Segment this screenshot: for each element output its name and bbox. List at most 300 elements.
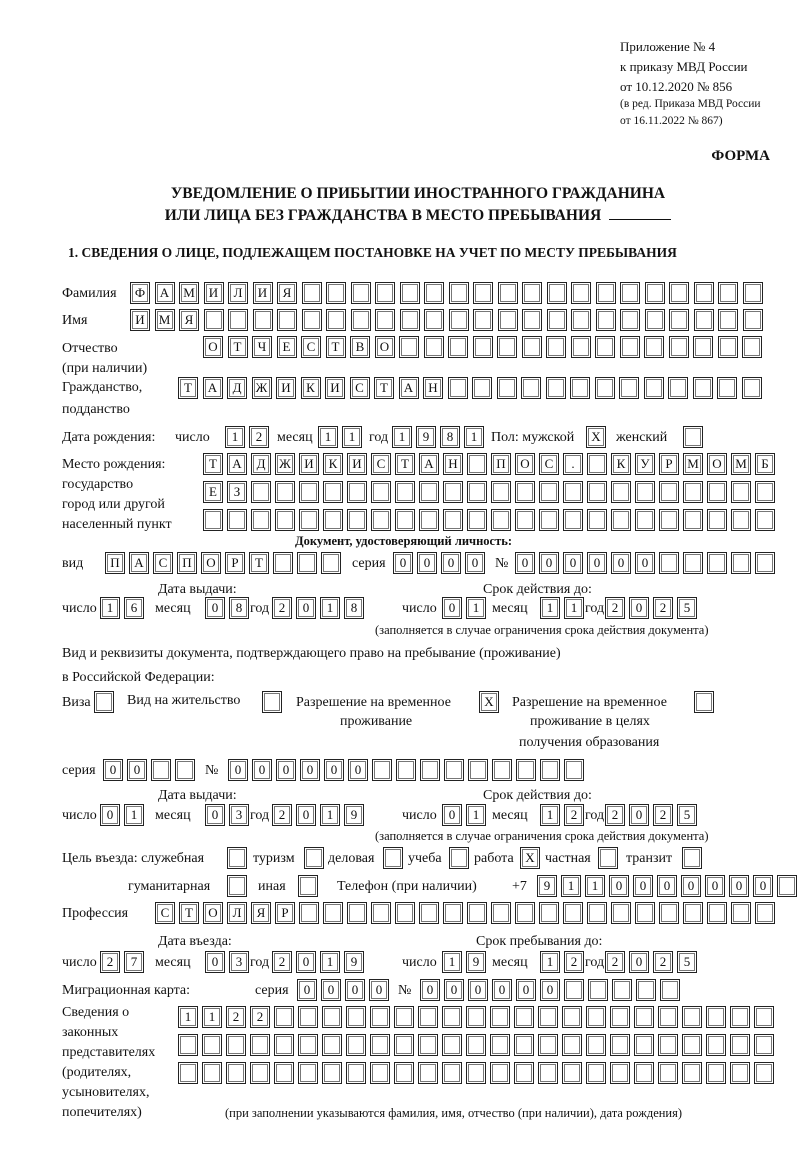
char-cell[interactable] [326,309,346,331]
char-cell[interactable]: X [520,847,540,869]
purpose-business-checkbox[interactable] [383,847,403,869]
char-cell[interactable]: 5 [677,804,697,826]
char-cell[interactable] [468,759,488,781]
char-cell[interactable]: И [253,282,273,304]
char-cell[interactable]: К [301,377,321,399]
char-cell[interactable] [754,1034,774,1056]
char-cell[interactable] [595,377,615,399]
char-cell[interactable] [644,336,664,358]
char-cell[interactable] [449,309,469,331]
char-cell[interactable] [277,309,297,331]
id-issue-month[interactable] [205,597,253,619]
char-cell[interactable]: 9 [537,875,557,897]
stay-valid-year[interactable] [605,804,701,826]
char-cell[interactable]: 2 [100,951,120,973]
char-cell[interactable] [571,282,591,304]
char-cell[interactable] [620,336,640,358]
char-cell[interactable]: М [731,453,751,475]
stay-series-field[interactable] [103,759,199,781]
char-cell[interactable]: 1 [320,804,340,826]
char-cell[interactable] [598,847,618,869]
char-cell[interactable] [497,336,517,358]
char-cell[interactable] [755,902,775,924]
char-cell[interactable]: 0 [609,875,629,897]
representatives-field-2[interactable] [178,1034,778,1056]
char-cell[interactable] [394,1006,414,1028]
char-cell[interactable]: 2 [605,597,625,619]
char-cell[interactable]: Ф [130,282,150,304]
char-cell[interactable] [564,979,584,1001]
stay-issue-month[interactable] [205,804,253,826]
char-cell[interactable] [694,282,714,304]
char-cell[interactable]: 1 [124,804,144,826]
char-cell[interactable] [669,282,689,304]
char-cell[interactable] [202,1062,222,1084]
char-cell[interactable]: 0 [420,979,440,1001]
char-cell[interactable] [351,282,371,304]
char-cell[interactable]: 0 [345,979,365,1001]
char-cell[interactable] [473,282,493,304]
char-cell[interactable] [571,309,591,331]
char-cell[interactable] [707,481,727,503]
char-cell[interactable]: Т [374,377,394,399]
char-cell[interactable] [522,309,542,331]
char-cell[interactable]: 3 [229,951,249,973]
char-cell[interactable] [299,509,319,531]
representatives-field-3[interactable] [178,1062,778,1084]
char-cell[interactable]: Т [179,902,199,924]
char-cell[interactable]: 2 [605,951,625,973]
char-cell[interactable] [731,902,751,924]
char-cell[interactable] [371,509,391,531]
char-cell[interactable]: 0 [442,597,462,619]
patronymic-field[interactable] [203,336,767,358]
char-cell[interactable] [659,902,679,924]
char-cell[interactable] [473,309,493,331]
char-cell[interactable] [538,1006,558,1028]
char-cell[interactable] [347,481,367,503]
char-cell[interactable] [515,481,535,503]
phone-field[interactable] [537,875,800,897]
char-cell[interactable]: И [299,453,319,475]
char-cell[interactable] [178,1034,198,1056]
char-cell[interactable] [522,282,542,304]
char-cell[interactable] [396,759,416,781]
char-cell[interactable] [611,509,631,531]
char-cell[interactable] [347,902,367,924]
char-cell[interactable] [175,759,195,781]
birthplace-field-2[interactable] [203,481,779,503]
char-cell[interactable]: 2 [605,804,625,826]
char-cell[interactable] [587,902,607,924]
purpose-tourism-checkbox[interactable] [304,847,324,869]
char-cell[interactable]: X [586,426,606,448]
char-cell[interactable]: Д [251,453,271,475]
birthplace-field-3[interactable] [203,509,779,531]
char-cell[interactable] [586,1062,606,1084]
char-cell[interactable] [323,481,343,503]
char-cell[interactable] [546,377,566,399]
char-cell[interactable]: 2 [272,951,292,973]
char-cell[interactable] [563,509,583,531]
char-cell[interactable] [443,481,463,503]
char-cell[interactable] [644,377,664,399]
char-cell[interactable] [547,282,567,304]
char-cell[interactable] [743,282,763,304]
char-cell[interactable] [442,1034,462,1056]
char-cell[interactable]: П [491,453,511,475]
char-cell[interactable] [297,552,317,574]
char-cell[interactable] [262,691,282,713]
char-cell[interactable]: 0 [348,759,368,781]
char-cell[interactable]: 1 [540,804,560,826]
char-cell[interactable]: Я [277,282,297,304]
char-cell[interactable] [346,1006,366,1028]
char-cell[interactable]: Я [179,309,199,331]
surname-field[interactable] [130,282,767,304]
char-cell[interactable] [491,902,511,924]
char-cell[interactable] [442,1006,462,1028]
char-cell[interactable] [302,309,322,331]
char-cell[interactable] [730,1062,750,1084]
char-cell[interactable] [321,552,341,574]
char-cell[interactable]: 0 [465,552,485,574]
char-cell[interactable] [693,336,713,358]
char-cell[interactable] [683,426,703,448]
char-cell[interactable]: 1 [225,426,245,448]
char-cell[interactable]: 9 [344,951,364,973]
char-cell[interactable] [683,902,703,924]
char-cell[interactable] [251,509,271,531]
char-cell[interactable] [635,509,655,531]
char-cell[interactable] [443,509,463,531]
stay-issue-day[interactable] [100,804,148,826]
stay-issue-year[interactable] [272,804,368,826]
char-cell[interactable]: И [130,309,150,331]
char-cell[interactable]: 1 [466,597,486,619]
char-cell[interactable] [375,309,395,331]
char-cell[interactable] [370,1006,390,1028]
char-cell[interactable] [731,481,751,503]
char-cell[interactable] [635,902,655,924]
char-cell[interactable]: 0 [492,979,512,1001]
char-cell[interactable]: Т [326,336,346,358]
char-cell[interactable] [587,509,607,531]
char-cell[interactable] [253,309,273,331]
char-cell[interactable] [731,509,751,531]
id-valid-month[interactable] [540,597,588,619]
char-cell[interactable] [443,902,463,924]
char-cell[interactable]: А [227,453,247,475]
char-cell[interactable]: С [155,902,175,924]
char-cell[interactable] [730,1034,750,1056]
char-cell[interactable] [274,1034,294,1056]
char-cell[interactable]: 2 [226,1006,246,1028]
char-cell[interactable]: 1 [540,597,560,619]
id-valid-year[interactable] [605,597,701,619]
char-cell[interactable]: Е [203,481,223,503]
char-cell[interactable] [683,481,703,503]
char-cell[interactable] [467,902,487,924]
char-cell[interactable] [419,509,439,531]
char-cell[interactable]: О [375,336,395,358]
char-cell[interactable]: X [479,691,499,713]
char-cell[interactable] [298,875,318,897]
char-cell[interactable]: 1 [466,804,486,826]
char-cell[interactable] [351,309,371,331]
residence-permit-checkbox[interactable] [262,691,282,713]
char-cell[interactable] [472,377,492,399]
char-cell[interactable] [620,282,640,304]
char-cell[interactable]: 0 [297,979,317,1001]
char-cell[interactable] [514,1062,534,1084]
char-cell[interactable] [299,902,319,924]
char-cell[interactable]: 1 [320,597,340,619]
char-cell[interactable] [151,759,171,781]
edu-permit-checkbox[interactable] [694,691,714,713]
char-cell[interactable]: 0 [753,875,773,897]
purpose-private-checkbox[interactable] [598,847,618,869]
char-cell[interactable]: У [635,453,655,475]
char-cell[interactable] [707,509,727,531]
char-cell[interactable] [250,1062,270,1084]
char-cell[interactable]: А [419,453,439,475]
char-cell[interactable] [755,509,775,531]
char-cell[interactable] [562,1062,582,1084]
char-cell[interactable] [546,336,566,358]
char-cell[interactable] [251,481,271,503]
char-cell[interactable] [370,1062,390,1084]
char-cell[interactable] [694,309,714,331]
char-cell[interactable]: М [155,309,175,331]
visa-checkbox[interactable] [94,691,114,713]
char-cell[interactable]: 1 [442,951,462,973]
char-cell[interactable]: М [179,282,199,304]
char-cell[interactable]: С [350,377,370,399]
migration-series-field[interactable] [297,979,393,1001]
entry-day[interactable] [100,951,148,973]
char-cell[interactable]: 5 [677,951,697,973]
char-cell[interactable] [634,1006,654,1028]
char-cell[interactable] [491,509,511,531]
char-cell[interactable]: 0 [563,552,583,574]
purpose-humanitarian-checkbox[interactable] [227,875,247,897]
char-cell[interactable]: П [105,552,125,574]
char-cell[interactable] [563,481,583,503]
stay-valid-day[interactable] [442,804,490,826]
char-cell[interactable] [424,282,444,304]
id-issue-year[interactable] [272,597,368,619]
char-cell[interactable] [521,377,541,399]
char-cell[interactable] [227,847,247,869]
purpose-study-checkbox[interactable] [449,847,469,869]
char-cell[interactable]: Л [227,902,247,924]
char-cell[interactable] [538,1034,558,1056]
char-cell[interactable]: 0 [441,552,461,574]
char-cell[interactable] [658,1062,678,1084]
char-cell[interactable]: 0 [516,979,536,1001]
char-cell[interactable]: И [325,377,345,399]
char-cell[interactable]: Т [228,336,248,358]
char-cell[interactable]: Т [395,453,415,475]
char-cell[interactable]: 2 [653,597,673,619]
char-cell[interactable] [203,509,223,531]
char-cell[interactable] [302,282,322,304]
char-cell[interactable]: 9 [466,951,486,973]
char-cell[interactable]: 0 [100,804,120,826]
char-cell[interactable] [571,336,591,358]
char-cell[interactable] [563,902,583,924]
char-cell[interactable]: К [611,453,631,475]
char-cell[interactable]: С [153,552,173,574]
char-cell[interactable] [419,481,439,503]
char-cell[interactable]: Ж [252,377,272,399]
char-cell[interactable]: Т [203,453,223,475]
char-cell[interactable] [539,902,559,924]
birth-year-field[interactable] [392,426,488,448]
char-cell[interactable]: 2 [653,951,673,973]
char-cell[interactable]: 2 [272,804,292,826]
char-cell[interactable] [178,1062,198,1084]
char-cell[interactable] [442,1062,462,1084]
char-cell[interactable]: О [515,453,535,475]
char-cell[interactable] [682,1062,702,1084]
char-cell[interactable] [522,336,542,358]
char-cell[interactable] [620,309,640,331]
char-cell[interactable] [274,1006,294,1028]
char-cell[interactable]: Е [277,336,297,358]
char-cell[interactable] [755,552,775,574]
char-cell[interactable]: Р [225,552,245,574]
char-cell[interactable] [562,1034,582,1056]
char-cell[interactable] [371,481,391,503]
char-cell[interactable]: Д [227,377,247,399]
char-cell[interactable]: Р [275,902,295,924]
char-cell[interactable] [586,1006,606,1028]
char-cell[interactable]: 3 [229,804,249,826]
char-cell[interactable]: 2 [249,426,269,448]
char-cell[interactable]: 0 [657,875,677,897]
char-cell[interactable] [418,1006,438,1028]
citizenship-field[interactable] [178,377,766,399]
char-cell[interactable] [588,979,608,1001]
char-cell[interactable] [515,509,535,531]
char-cell[interactable] [375,282,395,304]
char-cell[interactable]: 6 [124,597,144,619]
char-cell[interactable]: И [276,377,296,399]
char-cell[interactable] [539,481,559,503]
char-cell[interactable] [298,1062,318,1084]
char-cell[interactable] [742,336,762,358]
char-cell[interactable] [730,1006,750,1028]
char-cell[interactable] [226,1034,246,1056]
char-cell[interactable] [490,1062,510,1084]
char-cell[interactable] [226,1062,246,1084]
purpose-official-checkbox[interactable] [227,847,247,869]
char-cell[interactable]: 7 [124,951,144,973]
char-cell[interactable] [611,902,631,924]
char-cell[interactable] [658,1006,678,1028]
char-cell[interactable] [596,282,616,304]
char-cell[interactable]: 0 [540,979,560,1001]
char-cell[interactable] [275,481,295,503]
char-cell[interactable]: 0 [228,759,248,781]
char-cell[interactable] [467,509,487,531]
char-cell[interactable] [777,875,797,897]
char-cell[interactable] [586,1034,606,1056]
char-cell[interactable]: А [155,282,175,304]
char-cell[interactable] [706,1034,726,1056]
char-cell[interactable] [449,847,469,869]
char-cell[interactable] [492,759,512,781]
char-cell[interactable]: Ж [275,453,295,475]
char-cell[interactable]: 0 [611,552,631,574]
char-cell[interactable] [754,1062,774,1084]
char-cell[interactable] [754,1006,774,1028]
char-cell[interactable]: 0 [587,552,607,574]
char-cell[interactable] [731,552,751,574]
char-cell[interactable] [346,1034,366,1056]
char-cell[interactable]: Р [659,453,679,475]
char-cell[interactable] [755,481,775,503]
char-cell[interactable] [694,691,714,713]
char-cell[interactable]: С [371,453,391,475]
purpose-other-checkbox[interactable] [298,875,318,897]
char-cell[interactable]: 0 [252,759,272,781]
char-cell[interactable] [683,552,703,574]
representatives-field-1[interactable] [178,1006,778,1028]
char-cell[interactable]: Т [178,377,198,399]
stay-valid-month[interactable] [540,804,588,826]
char-cell[interactable]: 1 [540,951,560,973]
char-cell[interactable] [498,282,518,304]
birth-day-field[interactable] [225,426,273,448]
char-cell[interactable]: 0 [127,759,147,781]
char-cell[interactable] [634,1034,654,1056]
temp-permit-checkbox[interactable] [479,691,499,713]
char-cell[interactable]: 1 [178,1006,198,1028]
char-cell[interactable]: Л [228,282,248,304]
entry-month[interactable] [205,951,253,973]
char-cell[interactable]: О [203,902,223,924]
char-cell[interactable] [204,309,224,331]
char-cell[interactable] [466,1034,486,1056]
char-cell[interactable] [669,336,689,358]
char-cell[interactable] [395,481,415,503]
char-cell[interactable] [372,759,392,781]
char-cell[interactable]: 2 [250,1006,270,1028]
char-cell[interactable] [718,309,738,331]
purpose-work-checkbox[interactable] [520,847,540,869]
char-cell[interactable] [490,1006,510,1028]
stay-until-year[interactable] [605,951,701,973]
char-cell[interactable] [444,759,464,781]
char-cell[interactable]: 0 [393,552,413,574]
char-cell[interactable] [323,902,343,924]
char-cell[interactable] [274,1062,294,1084]
char-cell[interactable] [562,1006,582,1028]
char-cell[interactable] [717,377,737,399]
char-cell[interactable] [645,282,665,304]
char-cell[interactable] [424,336,444,358]
char-cell[interactable] [658,1034,678,1056]
char-cell[interactable] [668,377,688,399]
char-cell[interactable]: 9 [344,804,364,826]
char-cell[interactable]: В [350,336,370,358]
stay-until-month[interactable] [540,951,588,973]
char-cell[interactable]: К [323,453,343,475]
char-cell[interactable] [514,1006,534,1028]
